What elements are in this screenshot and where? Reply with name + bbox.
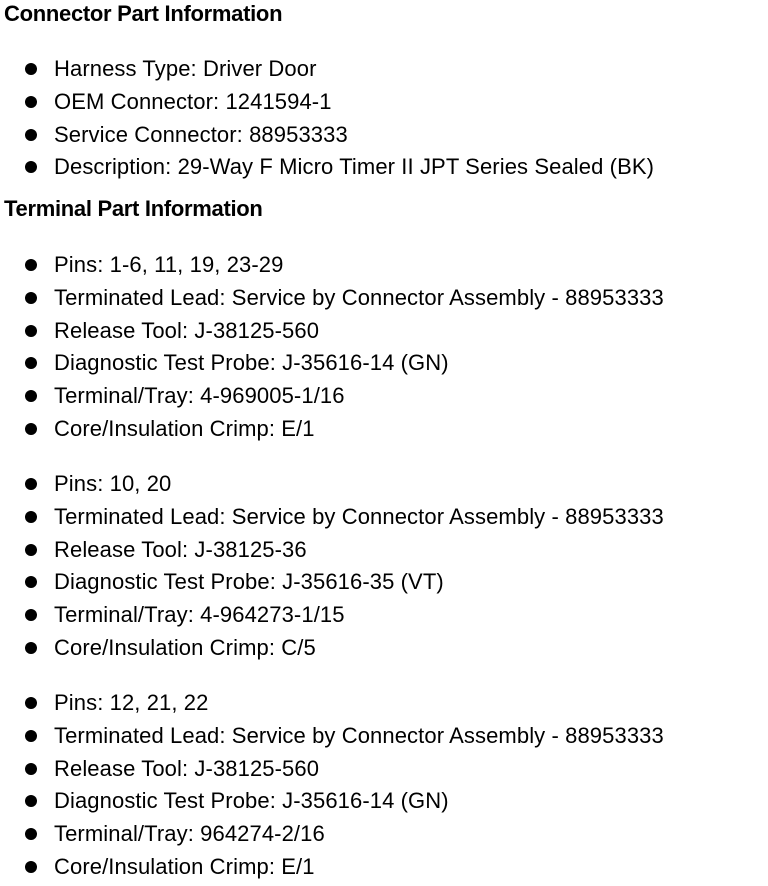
- list-item-text: Release Tool: J-38125-560: [54, 755, 320, 781]
- list-item-text: Harness Type: Driver Door: [54, 56, 317, 81]
- list-item-text: Release Tool: J-38125-36: [54, 536, 307, 562]
- list-item-text: Pins: 12, 21, 22: [54, 690, 209, 715]
- bullet-icon: [25, 730, 37, 742]
- list-item-text: Terminal/Tray: 4-964273-1/15: [54, 602, 345, 628]
- bullet-icon: [25, 828, 37, 840]
- connector-section-heading: Connector Part Information: [4, 1, 283, 26]
- list-item-text: Diagnostic Test Probe: J-35616-14 (GN): [54, 350, 449, 376]
- bullet-icon: [25, 161, 37, 173]
- list-item-text: Terminal/Tray: 964274-2/16: [54, 821, 325, 847]
- list-item-text: Diagnostic Test Probe: J-35616-35 (VT): [54, 569, 444, 595]
- bullet-icon: [25, 763, 37, 775]
- bullet-icon: [25, 478, 37, 490]
- bullet-icon: [25, 63, 37, 75]
- bullet-icon: [25, 390, 37, 402]
- bullet-icon: [25, 423, 37, 435]
- list-item-text: Terminated Lead: Service by Connector Assembly - 88953333: [54, 722, 664, 748]
- bullet-icon: [25, 609, 37, 621]
- list-item-text: Core/Insulation Crimp: E/1: [54, 853, 315, 879]
- bullet-icon: [25, 357, 37, 369]
- terminal-section-heading: Terminal Part Information: [4, 196, 263, 221]
- list-item-text: Core/Insulation Crimp: C/5: [54, 634, 316, 660]
- bullet-icon: [25, 325, 37, 337]
- bullet-icon: [25, 544, 37, 556]
- bullet-icon: [25, 576, 37, 588]
- bullet-icon: [25, 511, 37, 523]
- bullet-icon: [25, 642, 37, 654]
- list-item-text: Service Connector: 88953333: [54, 121, 348, 147]
- list-item-text: Diagnostic Test Probe: J-35616-14 (GN): [54, 788, 449, 814]
- list-item-text: Pins: 1-6, 11, 19, 23-29: [54, 252, 284, 277]
- bullet-icon: [25, 292, 37, 304]
- list-item-text: Core/Insulation Crimp: E/1: [54, 415, 315, 441]
- list-item-text: Pins: 10, 20: [54, 471, 172, 496]
- bullet-icon: [25, 861, 37, 873]
- bullet-icon: [25, 795, 37, 807]
- bullet-icon: [25, 259, 37, 271]
- bullet-icon: [25, 697, 37, 709]
- list-item-text: Terminated Lead: Service by Connector Assembly - 88953333: [54, 503, 664, 529]
- list-item-text: Description: 29-Way F Micro Timer II JPT Series Sealed (BK): [54, 154, 655, 180]
- bullet-icon: [25, 96, 37, 108]
- list-item-text: Release Tool: J-38125-560: [54, 317, 320, 343]
- list-item-text: Terminated Lead: Service by Connector Assembly - 88953333: [54, 284, 664, 310]
- list-item-text: OEM Connector: 1241594-1: [54, 88, 332, 114]
- list-item-text: Terminal/Tray: 4-969005-1/16: [54, 383, 345, 409]
- bullet-icon: [25, 129, 37, 141]
